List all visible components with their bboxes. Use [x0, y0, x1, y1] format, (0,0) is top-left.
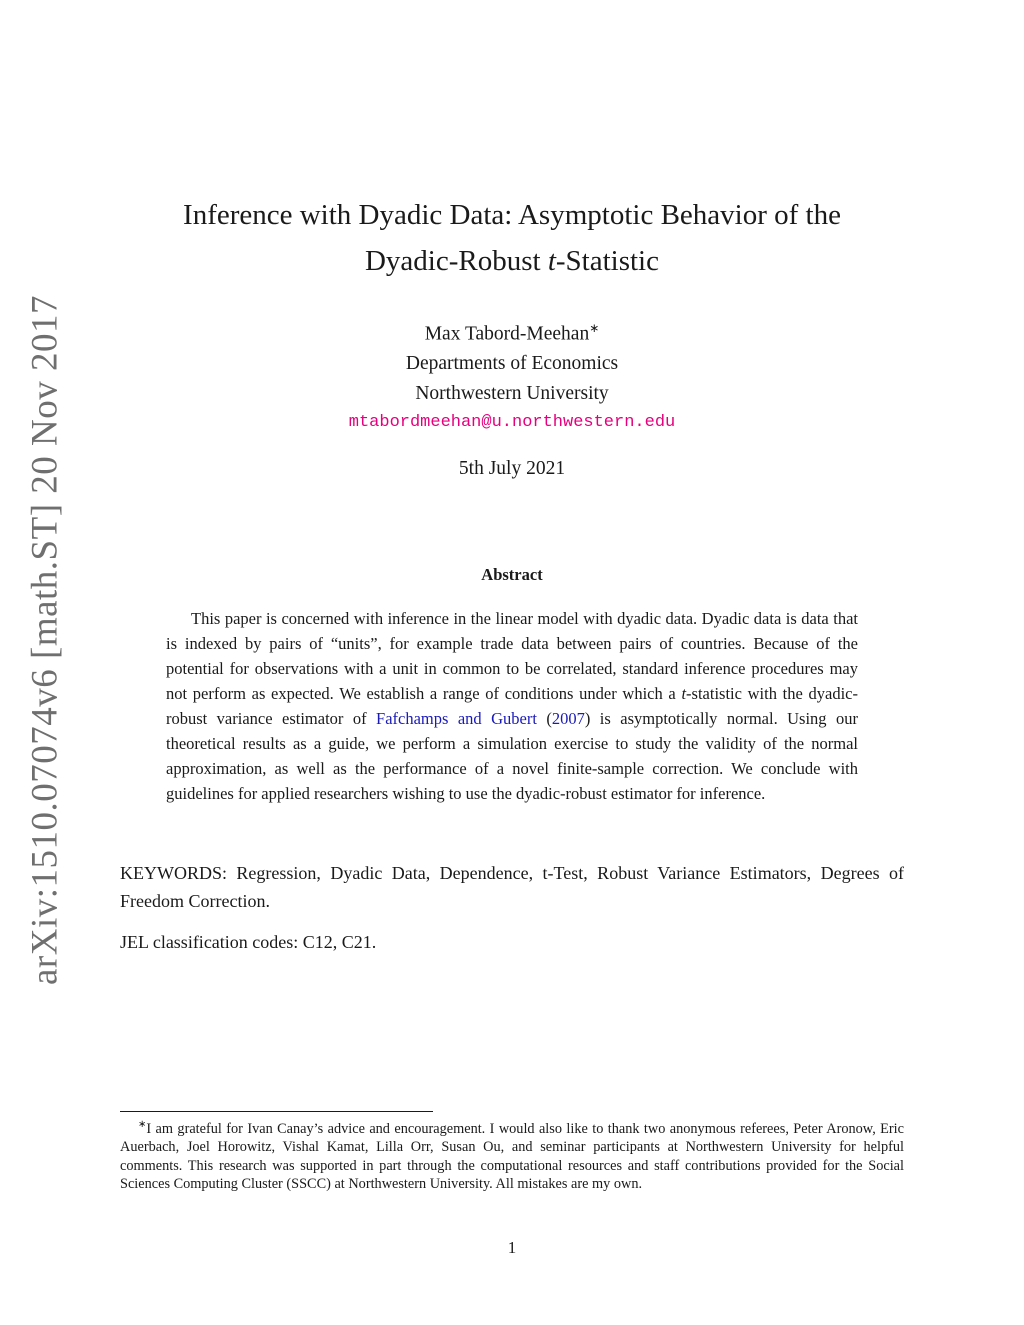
author-block — [200, 314, 824, 438]
footnote-text: I am grateful for Ivan Canay’s advice and encouragement. I would also like to thank two anonymous referees, Peter Aronow, Eric Auerbach, Joel Horowitz, Vishal Kamat, Lilla Orr, Susan Ou, and seminar participants at Northwestern University for helpful comments. This research was supported in part through the computational resources and staff contributions provided for the Social Sciences Computing Cluster (SSCC) at Northwestern University. All mistakes are my own. — [120, 1120, 904, 1192]
author-department: Departments of Economics — [405, 353, 619, 374]
footnote — [120, 1116, 904, 1193]
abstract-text-1: This paper is concerned with inference in the linear model with dyadic data. Dyadic data is data that is indexed by pairs of “units”, for example trade data between pairs of countries. Because of the potential for observations with a unit in common to be correlated, standard inference procedures may not perform as expected. We establish a range of conditions under which a — [166, 609, 858, 703]
author-footnote-mark: ∗ — [589, 321, 600, 335]
citation-open-paren: ( — [536, 709, 552, 728]
citation-link-authors[interactable]: Fafchamps and Gubert — [376, 709, 537, 728]
title-line-1: Inference with Dyadic Data: Asymptotic Behavior of the — [183, 199, 841, 231]
citation-close-paren: ) — [584, 709, 591, 728]
citation-link-year[interactable]: 2007 — [551, 709, 585, 728]
abstract-body — [166, 606, 858, 806]
title-line-2-suffix: -Statistic — [555, 245, 659, 277]
footnote-divider — [120, 1111, 433, 1112]
title-line-2 — [150, 238, 874, 284]
author-email-link[interactable]: mtabordmeehan@u.northwestern.edu — [348, 413, 676, 432]
abstract-heading: Abstract — [481, 565, 543, 584]
jel-codes: JEL classification codes: C12, C21. — [120, 932, 377, 952]
footnote-mark: ∗ — [138, 1119, 147, 1130]
title-line-2-prefix: Dyadic-Robust — [364, 245, 548, 277]
abstract-text-2: -statistic with the dyadic-robust variance estimator of — [166, 684, 859, 728]
paper-date: 5th July 2021 — [458, 458, 566, 479]
arxiv-identifier-stamp: arXiv:1510.07074v6 [math.ST] 20 Nov 2017 — [24, 294, 66, 986]
paper-title — [150, 192, 874, 284]
abstract-italic-t: t — [681, 684, 687, 703]
author-name-line — [200, 314, 824, 349]
author-university: Northwestern University — [415, 382, 609, 404]
title-italic-t: t — [547, 245, 556, 277]
author-name: Max Tabord-Meehan — [424, 323, 590, 345]
page-number: 1 — [507, 1238, 517, 1257]
abstract-text-3: is asymptotically normal. Using our theoretical results as a guide, we perform a simulation exercise to study the validity of the normal approximation, as well as the performance of a novel finite-sample correction. We conclude with guidelines for applied researchers wishing to use the dyadic-robust estimator for inference. — [166, 709, 858, 803]
keywords: KEYWORDS: Regression, Dyadic Data, Dependence, t-Test, Robust Variance Estimators, Degrees of Freedom Correction. — [120, 863, 904, 911]
